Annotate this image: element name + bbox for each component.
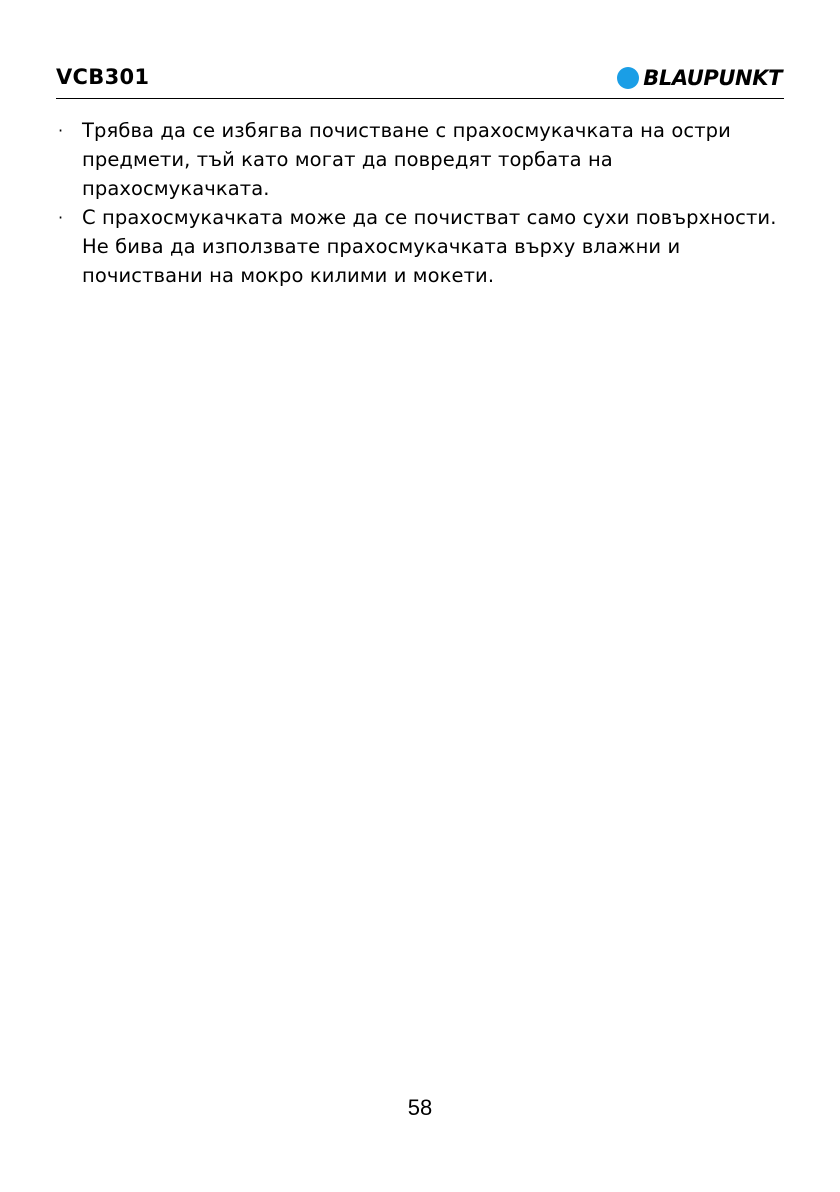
- page-number: 58: [407, 1095, 433, 1120]
- list-item-text: С прахосмукачката може да се почистват само сухи повърхности. Не бива да използвате прахосмукачката върху влажни и почиствани на мокро килими и мокети.: [82, 206, 777, 287]
- instructions-list: [58, 116, 778, 290]
- bullet-icon: ·: [58, 121, 64, 140]
- brand-name: BLAUPUNKT: [643, 66, 782, 90]
- list-item-text: Трябва да се избягва почистване с прахосмукачката на остри предмети, тъй като могат да повредят торбата на прахосмукачката.: [82, 119, 731, 200]
- brand-logo: [617, 66, 782, 90]
- page-header: [56, 62, 784, 99]
- model-name: VCB301: [56, 65, 150, 89]
- list-item: [58, 116, 778, 203]
- list-item: [58, 203, 778, 290]
- bullet-icon: ·: [58, 208, 64, 227]
- brand-dot-icon: [617, 67, 639, 89]
